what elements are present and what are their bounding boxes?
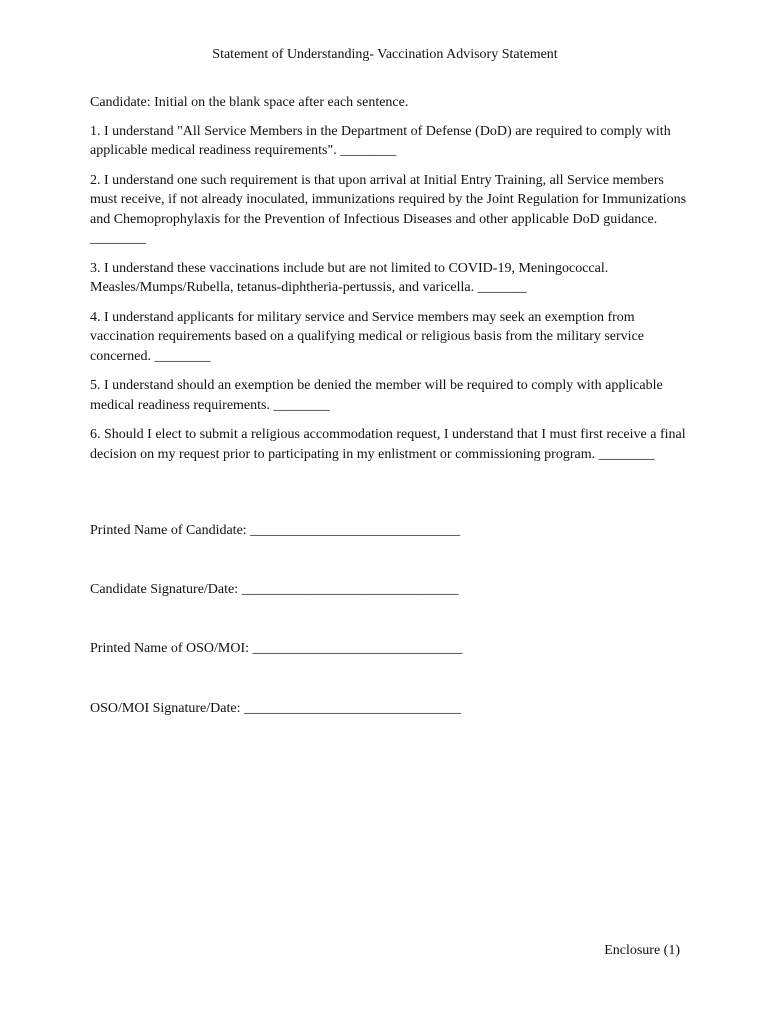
statement-item-2: 2. I understand one such requirement is that upon arrival at Initial Entry Training, all Service members must receive, if not already inoculated, immunizations required by the Joint Regulation for Immunizations and Chemoprophylaxis for the Prevention of Infectious Diseases and other applicable DoD guidance. ________	[90, 172, 687, 246]
statement-item-6: 6. Should I elect to submit a religious accommodation request, I understand that I must first receive a final decision on my request prior to participating in my enlistment or commissioning program. ________	[90, 427, 686, 462]
statement-item-5: 5. I understand should an exemption be denied the member will be required to comply with applicable medical readiness requirements. ________	[90, 378, 663, 413]
statement-item-1: 1. I understand "All Service Members in the Department of Defense (DoD) are required to comply with applicable medical readiness requirements". ________	[90, 123, 671, 158]
candidate-signature-line: Candidate Signature/Date: _______________________________	[90, 582, 459, 597]
candidate-name-line: Printed Name of Candidate: ______________________________	[90, 523, 461, 538]
statement-body	[90, 93, 690, 474]
statement-item-3: 3. I understand these vaccinations include but are not limited to COVID-19, Meningococcal. Measles/Mumps/Rubella, tetanus-diphtheria-pertussis, and varicella. _______	[90, 260, 609, 295]
instruction-text: Candidate: Initial on the blank space after each sentence.	[90, 95, 409, 110]
enclosure-footer: Enclosure (1)	[604, 943, 680, 958]
document-title: Statement of Understanding- Vaccination Advisory Statement	[212, 47, 558, 62]
oso-signature-line: OSO/MOI Signature/Date: _______________________________	[90, 701, 461, 716]
statement-item-4: 4. I understand applicants for military service and Service members may seek an exemption from vaccination requirements based on a qualifying medical or religious basis from the military service concerned. ________	[90, 309, 644, 364]
oso-name-line: Printed Name of OSO/MOI: ______________________________	[90, 641, 463, 656]
